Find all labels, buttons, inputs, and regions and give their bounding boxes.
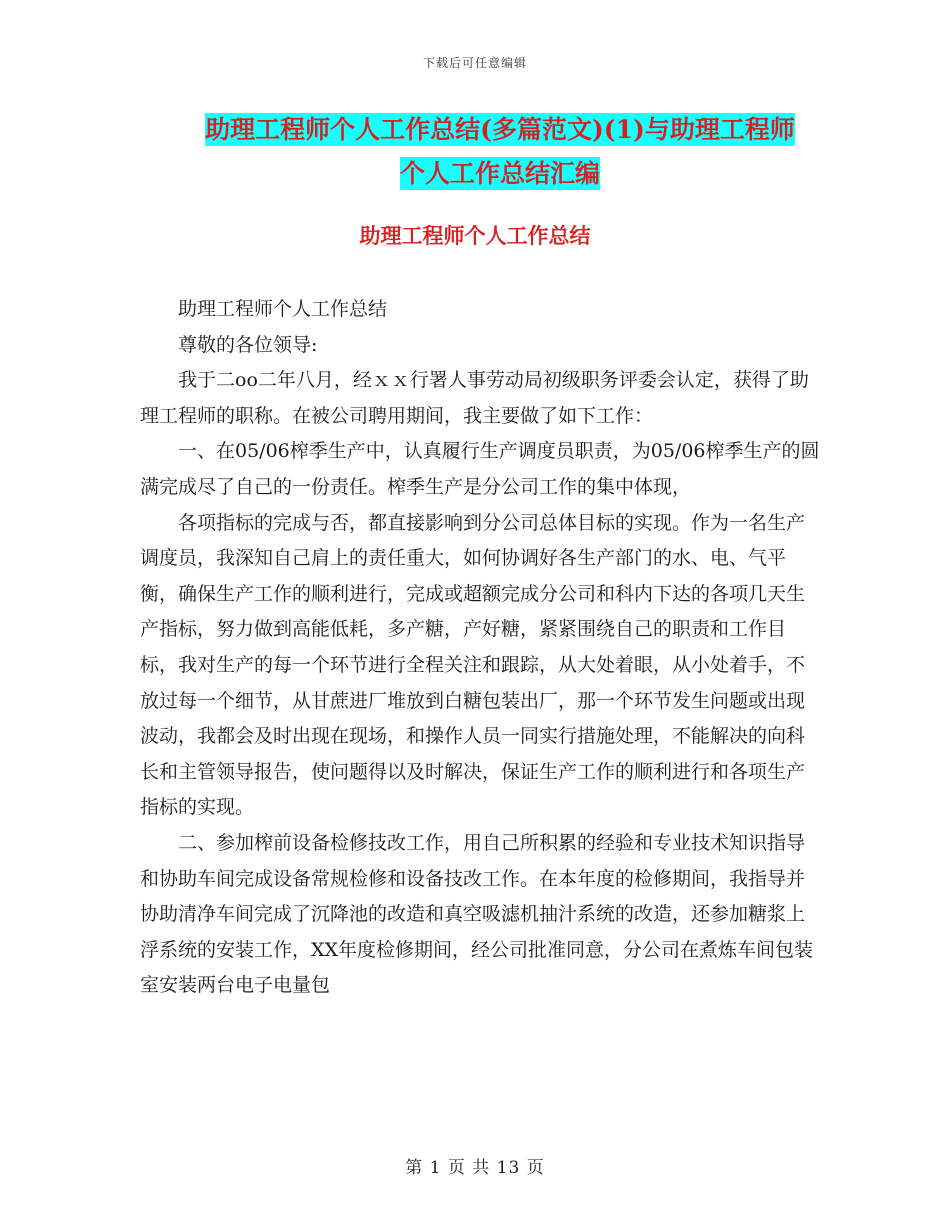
paragraph: 各项指标的完成与否，都直接影响到分公司总体目标的实现。作为一名生产调度员，我深知自己肩上的责任重大，如何协调好各生产部门的水、电、气平衡，确保生产工作的顺利进行，完成或超额完成分公司和科内下达的各项几天生产指标，努力做到高能低耗，多产糖，产好糖，紧紧围绕自己的职责和工作目标，我对生产的每一个环节进行全程关注和跟踪，从大处着眼，从小处着手，不放过每一个细节，从甘蔗进厂堆放到白糖包装出厂，那一个环节发生问题或出现波动，我都会及时出现在现场，和操作人员一同实行措施处理，不能解决的向科长和主管领导报告，使问题得以及时解决，保证生产工作的顺利进行和各项生产指标的实现。 xyxy=(140,511,806,819)
footer-total-pages: 13 xyxy=(496,1158,521,1178)
document-title-line-2: 个人工作总结汇编 xyxy=(399,159,600,188)
footer-label-total-unit: 页 xyxy=(526,1158,545,1178)
footer-page-number: 1 xyxy=(429,1158,442,1178)
paragraph: 我于二oo二年八月，经ｘｘ行署人事劳动局初级职务评委会认定，获得了助理工程师的职称。在被公司聘用期间，我主要做了如下工作： xyxy=(140,369,809,427)
paragraph: 尊敬的各位领导: xyxy=(178,333,318,356)
page-footer xyxy=(0,1153,950,1178)
paragraph: 一、在05/06榨季生产中，认真履行生产调度员职责，为05/06榨季生产的圆满完成尽了自己的一份责任。榨季生产是分公司工作的集中体现， xyxy=(140,440,820,498)
paragraph: 助理工程师个人工作总结 xyxy=(178,298,388,320)
document-title-line-1: 助理工程师个人工作总结(多篇范文)(1)与助理工程师 xyxy=(205,115,795,144)
paragraph: 二、参加榨前设备检修技改工作，用自己所积累的经验和专业技术知识指导和协助车间完成设备常规检修和设备技改工作。在本年度的检修期间，我指导并协助清净车间完成了沉降池的改造和真空吸滤机抽汁系统的改造，还参加糖浆上浮系统的安装工作，XX年度检修期间，经公司批准同意，分公司在煮炼车间包装室安装两台电子电量包 xyxy=(140,831,814,997)
document-title xyxy=(140,108,860,196)
section-title: 助理工程师个人工作总结 xyxy=(359,223,591,248)
footer-label-total: 共 xyxy=(472,1158,491,1178)
footer-label-page-unit: 页 xyxy=(447,1158,466,1178)
body-text xyxy=(140,292,820,1004)
header-note: 下载后可任意编辑 xyxy=(422,56,527,70)
footer-label-page: 第 xyxy=(405,1158,424,1178)
